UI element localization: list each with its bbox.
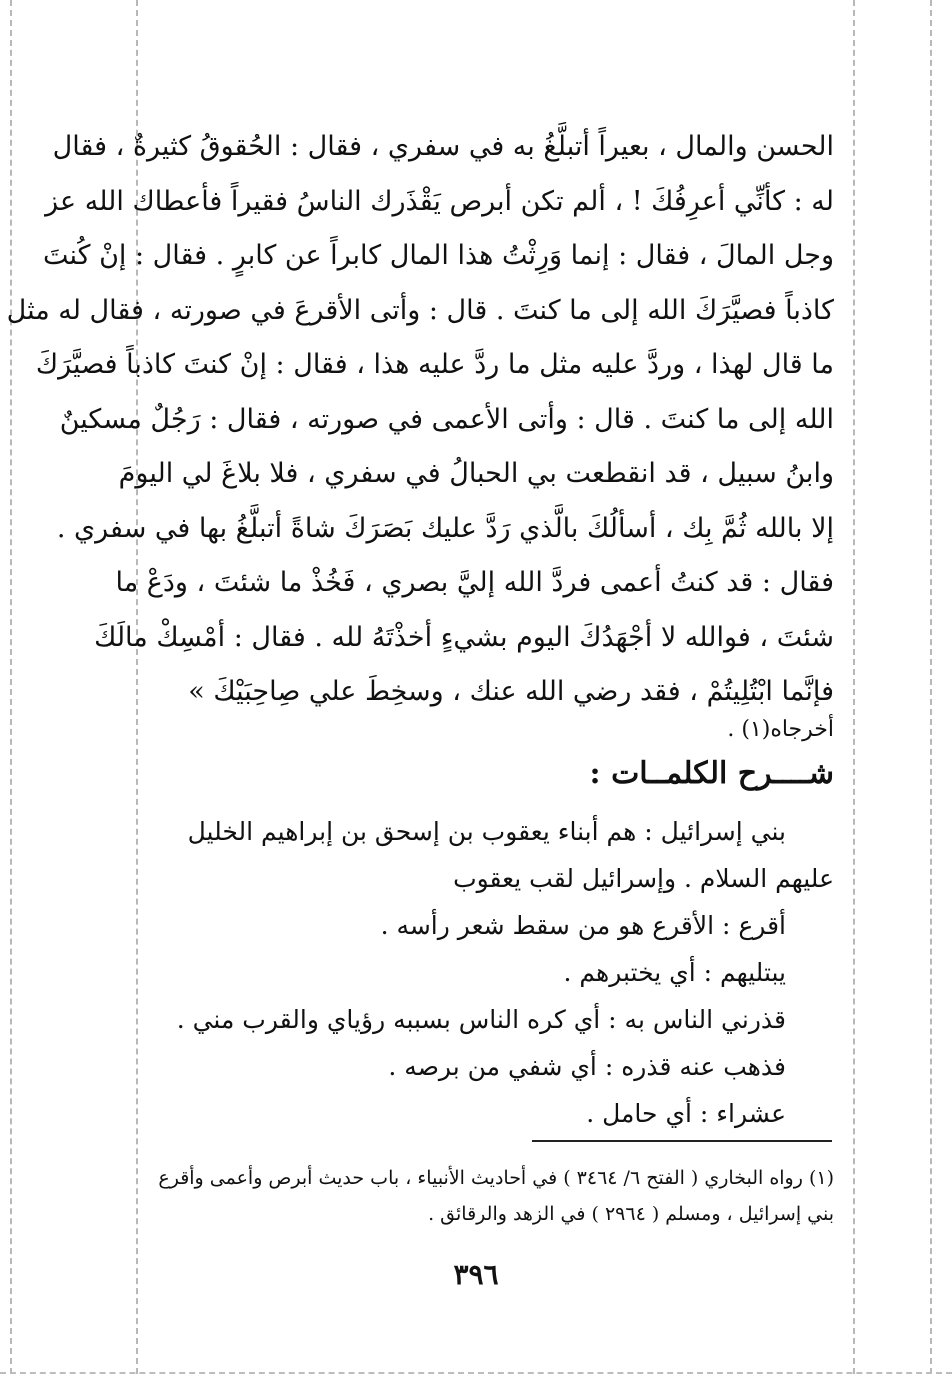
- page-number: ٣٩٦: [453, 1258, 499, 1291]
- body-line: وابنُ سبيل ، قد انقطعت بي الحبالُ في سفري ، فلا بلاغَ لي اليومَ: [118, 458, 834, 489]
- glossary-entry: بني إسرائيل : هم أبناء يعقوب بن إسحق بن إبراهيم الخليل: [187, 817, 786, 846]
- body-line: فإنَّما ابْتُلِيتُمْ ، فقد رضي الله عنك ، وسخِطَ علي صِاحِبَيْكَ »: [188, 676, 834, 707]
- footnote-divider: [532, 1140, 832, 1142]
- hadith-reference: أخرجاه(١) .: [727, 717, 834, 742]
- glossary-entry: قذرني الناس به : أي كره الناس بسببه رؤياي والقرب مني .: [176, 1005, 786, 1034]
- glossary-entry: فذهب عنه قذره : أي شفي من برصه .: [388, 1052, 786, 1081]
- glossary-entry: عليهم السلام . وإسرائيل لقب يعقوب: [453, 864, 834, 893]
- scan-guide-inner-right: [853, 0, 855, 1374]
- hadith-body-text: [6, 120, 834, 720]
- body-line: فقال : قد كنتُ أعمى فردَّ الله إليَّ بصري ، فَخُذْ ما شئتَ ، ودَعْ ما: [115, 567, 834, 598]
- footnote-line: بني إسرائيل ، ومسلم ( ٢٩٦٤ ) في الزهد والرقائق .: [428, 1203, 834, 1225]
- glossary-entry: عشراء : أي حامل .: [586, 1099, 786, 1128]
- glossary-list: [130, 808, 834, 1137]
- body-line: الحسن والمال ، بعيراً أتبلَّغُ به في سفري ، فقال : الحُقوقُ كثيرةٌ ، فقال: [52, 131, 834, 162]
- body-line: شئتَ ، فوالله لا أجْهَدُكَ اليوم بشيءٍ أخذْتَهُ لله . فقال : أمْسِكْ مالَكَ: [94, 621, 834, 653]
- body-line: إلا بالله ثُمَّ بِك ، أسألُكَ بالَّذي رَدَّ عليك بَصَرَكَ شاةً أتبلَّغُ بها في سفري .: [56, 512, 834, 544]
- glossary-heading: شــــرح الكلمــات :: [589, 756, 834, 791]
- footnotes: [130, 1160, 834, 1232]
- body-line: كاذباً فصيَّرَكَ الله إلى ما كنتَ . قال : وأتى الأقرعَ في صورته ، فقال له مثل: [6, 294, 834, 326]
- body-line: الله إلى ما كنتَ . قال : وأتى الأعمى في صورته ، فقال : رَجُلٌ مسكينٌ: [59, 403, 834, 435]
- glossary-entry: أقرع : الأقرع هو من سقط شعر رأسه .: [380, 911, 786, 940]
- footnote-line: (١) رواه البخاري ( الفتح ٦/ ٣٤٦٤ ) في أحاديث الأنبياء ، باب حديث أبرص وأعمى وأقرع: [158, 1167, 834, 1189]
- body-line: له : كأنِّي أعرِفُكَ ! ، ألم تكن أبرص يَقْذَرك الناسُ فقيراً فأعطاك الله عز: [45, 185, 834, 217]
- glossary-entry: يبتليهم : أي يختبرهم .: [563, 958, 786, 987]
- scan-border-left: [10, 0, 12, 1374]
- body-line: ما قال لهذا ، وردَّ عليه مثل ما ردَّ عليه هذا ، فقال : إنْ كنتَ كاذباً فصيَّرَكَ: [35, 349, 834, 380]
- body-line: وجل المالَ ، فقال : إنما وَرِثْتُ هذا المال كابراً عن كابرٍ . فقال : إنْ كُنتَ: [42, 240, 834, 271]
- scan-border-right: [930, 0, 932, 1374]
